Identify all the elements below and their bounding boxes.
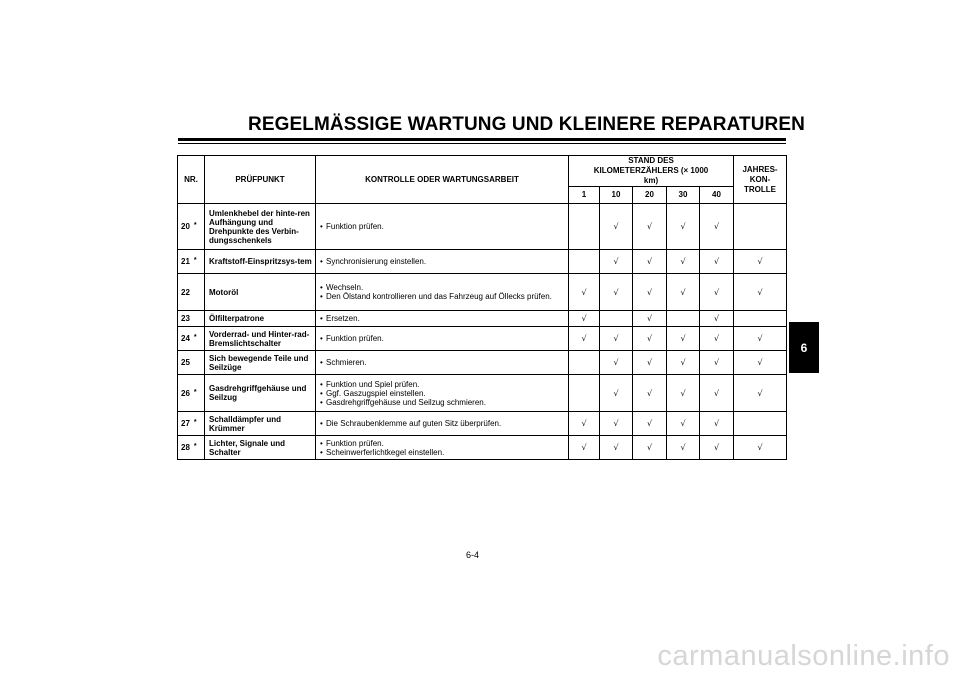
check-mark: √	[569, 412, 600, 436]
table-row	[178, 412, 787, 436]
check-item: Gasdrehgriffgehäuse und Seilzug	[205, 375, 316, 412]
check-mark: √	[700, 204, 734, 250]
action-text: Die Schraubenklemme auf guten Sitz überprüfen.	[326, 419, 502, 428]
empty-check-cell	[734, 412, 787, 436]
row-number: 24	[181, 334, 190, 343]
check-mark: √	[633, 311, 667, 327]
bullet-icon: •	[320, 334, 323, 343]
action-line	[320, 222, 568, 231]
action-line	[320, 292, 568, 301]
row-number: 27	[181, 419, 190, 428]
check-mark: √	[734, 375, 787, 412]
header-km: 20	[633, 187, 667, 204]
check-item: Motoröl	[205, 274, 316, 311]
check-item: Sich bewegende Teile und Seilzüge	[205, 351, 316, 375]
check-item: Schalldämpfer und Krümmer	[205, 412, 316, 436]
action-line	[320, 283, 568, 292]
check-mark: √	[600, 204, 633, 250]
action-text: Den Ölstand kontrollieren und das Fahrzeug auf Öllecks prüfen.	[326, 292, 552, 301]
table-row	[178, 311, 787, 327]
row-number-cell	[178, 412, 205, 436]
header-km: 10	[600, 187, 633, 204]
table-row	[178, 204, 787, 250]
action-line	[320, 334, 568, 343]
watermark: carmanualsonline.info	[657, 640, 950, 672]
header-stand: STAND DES KILOMETERZÄHLERS (× 1000 km)	[569, 156, 734, 187]
empty-check-cell	[569, 250, 600, 274]
check-item: Vorderrad- und Hinter-rad-Bremslichtschalter	[205, 327, 316, 351]
header-km: 1	[569, 187, 600, 204]
header-km: 40	[700, 187, 734, 204]
action-cell	[316, 204, 569, 250]
row-number: 20	[181, 222, 190, 231]
check-mark: √	[734, 351, 787, 375]
check-mark: √	[633, 436, 667, 460]
check-mark: √	[600, 436, 633, 460]
check-mark: √	[667, 274, 700, 311]
bullet-icon: •	[320, 438, 323, 448]
action-line	[320, 439, 568, 448]
action-line	[320, 398, 568, 407]
dealer-service-marker: *	[193, 334, 197, 341]
empty-check-cell	[734, 311, 787, 327]
table-body	[178, 204, 787, 460]
check-mark: √	[700, 436, 734, 460]
action-line	[320, 389, 568, 398]
check-mark: √	[633, 204, 667, 250]
check-item: Umlenkhebel der hinte-ren Aufhängung und Drehpunkte des Verbin-dungsschenkels	[205, 204, 316, 250]
bullet-icon: •	[320, 397, 323, 407]
header-nr: NR.	[178, 156, 205, 204]
check-mark: √	[700, 274, 734, 311]
bullet-icon: •	[320, 379, 323, 389]
action-text: Wechseln.	[326, 283, 364, 292]
check-mark: √	[734, 274, 787, 311]
bullet-icon: •	[320, 314, 323, 323]
action-line	[320, 380, 568, 389]
check-mark: √	[700, 375, 734, 412]
empty-check-cell	[600, 311, 633, 327]
action-text: Scheinwerferlichtkegel einstellen.	[326, 447, 445, 457]
dealer-service-marker: *	[193, 222, 197, 229]
bullet-icon: •	[320, 388, 323, 398]
chapter-tab: 6	[789, 322, 819, 373]
check-mark: √	[600, 327, 633, 351]
check-mark: √	[700, 327, 734, 351]
check-mark: √	[569, 436, 600, 460]
row-number: 26	[181, 388, 190, 398]
action-cell	[316, 311, 569, 327]
action-text: Funktion prüfen.	[326, 222, 384, 231]
check-mark: √	[667, 375, 700, 412]
bullet-icon: •	[320, 257, 323, 266]
dealer-service-marker: *	[193, 388, 197, 396]
check-mark: √	[700, 311, 734, 327]
check-mark: √	[734, 436, 787, 460]
dealer-service-marker: *	[193, 419, 197, 426]
check-mark: √	[633, 412, 667, 436]
empty-check-cell	[569, 375, 600, 412]
row-number: 25	[181, 358, 190, 367]
action-cell	[316, 375, 569, 412]
action-cell	[316, 274, 569, 311]
check-mark: √	[633, 375, 667, 412]
action-line	[320, 314, 568, 323]
title-rule-thin	[178, 143, 786, 144]
empty-check-cell	[734, 204, 787, 250]
table-row	[178, 351, 787, 375]
check-item: Lichter, Signale und Schalter	[205, 436, 316, 460]
check-mark: √	[667, 436, 700, 460]
page-title: REGELMÄSSIGE WARTUNG UND KLEINERE REPARATUREN	[248, 114, 805, 135]
action-cell	[316, 351, 569, 375]
empty-check-cell	[667, 311, 700, 327]
check-mark: √	[569, 327, 600, 351]
action-text: Funktion und Spiel prüfen.	[326, 379, 420, 389]
dealer-service-marker: *	[193, 257, 197, 264]
empty-check-cell	[569, 204, 600, 250]
row-number-cell	[178, 327, 205, 351]
action-line	[320, 419, 568, 428]
check-mark: √	[667, 327, 700, 351]
check-mark: √	[600, 274, 633, 311]
row-number: 28	[181, 443, 190, 452]
row-number-cell	[178, 274, 205, 311]
bullet-icon: •	[320, 292, 323, 301]
check-mark: √	[633, 250, 667, 274]
header-pruefpunkt: PRÜFPUNKT	[205, 156, 316, 204]
check-mark: √	[600, 412, 633, 436]
check-mark: √	[600, 351, 633, 375]
row-number-cell	[178, 436, 205, 460]
check-mark: √	[633, 351, 667, 375]
row-number-cell	[178, 204, 205, 250]
table-row	[178, 375, 787, 412]
action-cell	[316, 250, 569, 274]
check-mark: √	[667, 250, 700, 274]
table-row	[178, 274, 787, 311]
empty-check-cell	[569, 351, 600, 375]
page-number: 6-4	[466, 550, 480, 560]
action-line	[320, 257, 568, 266]
bullet-icon: •	[320, 283, 323, 292]
header-kontrolle: KONTROLLE ODER WARTUNGSARBEIT	[316, 156, 569, 204]
action-text: Ggf. Gaszugspiel einstellen.	[326, 388, 426, 398]
header-km: 30	[667, 187, 700, 204]
check-mark: √	[700, 351, 734, 375]
check-mark: √	[667, 351, 700, 375]
header-jahres: JAHRES-KON-TROLLE	[734, 156, 787, 204]
check-mark: √	[600, 250, 633, 274]
check-mark: √	[569, 311, 600, 327]
title-rule-thick	[178, 138, 786, 141]
action-text: Synchronisierung einstellen.	[326, 257, 427, 266]
check-mark: √	[600, 375, 633, 412]
check-mark: √	[569, 274, 600, 311]
check-mark: √	[734, 250, 787, 274]
maintenance-table	[177, 155, 787, 460]
check-item: Ölfilterpatrone	[205, 311, 316, 327]
check-mark: √	[667, 412, 700, 436]
action-cell	[316, 327, 569, 351]
check-mark: √	[667, 204, 700, 250]
action-text: Funktion prüfen.	[326, 438, 384, 448]
check-mark: √	[633, 327, 667, 351]
table-row	[178, 327, 787, 351]
check-mark: √	[700, 412, 734, 436]
row-number: 21	[181, 257, 190, 266]
action-text: Funktion prüfen.	[326, 334, 384, 343]
action-cell	[316, 436, 569, 460]
bullet-icon: •	[320, 419, 323, 428]
row-number-cell	[178, 250, 205, 274]
action-line	[320, 358, 568, 367]
bullet-icon: •	[320, 358, 323, 367]
row-number-cell	[178, 311, 205, 327]
table-row	[178, 436, 787, 460]
check-item: Kraftstoff-Einspritzsys-tem	[205, 250, 316, 274]
row-number: 23	[181, 314, 190, 323]
check-mark: √	[700, 250, 734, 274]
row-number: 22	[181, 287, 190, 297]
action-cell	[316, 412, 569, 436]
check-mark: √	[633, 274, 667, 311]
row-number-cell	[178, 375, 205, 412]
action-text: Schmieren.	[326, 358, 367, 367]
bullet-icon: •	[320, 447, 323, 457]
row-number-cell	[178, 351, 205, 375]
dealer-service-marker: *	[193, 443, 197, 450]
table-row	[178, 250, 787, 274]
bullet-icon: •	[320, 222, 323, 231]
check-mark: √	[734, 327, 787, 351]
action-line	[320, 448, 568, 457]
action-text: Ersetzen.	[326, 314, 360, 323]
action-text: Gasdrehgriffgehäuse und Seilzug schmieren.	[326, 397, 486, 407]
